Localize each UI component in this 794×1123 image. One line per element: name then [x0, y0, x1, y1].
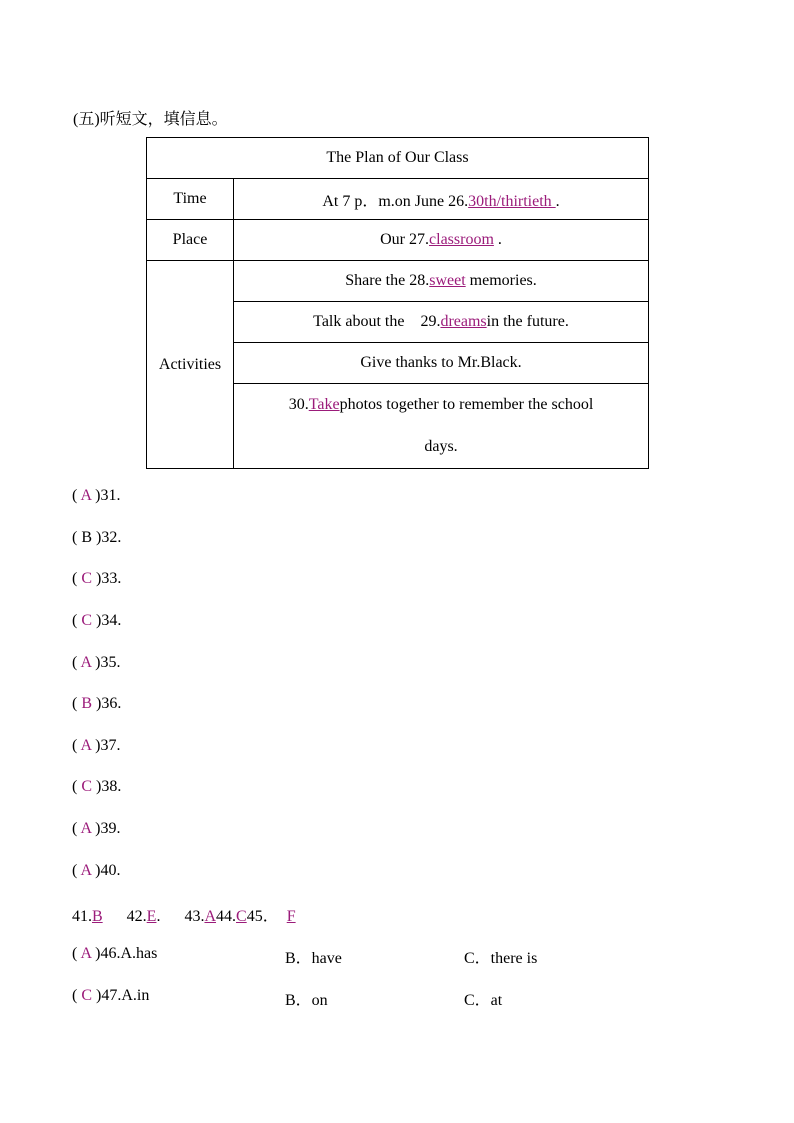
place-label: Place [147, 220, 234, 261]
place-cell [234, 220, 649, 261]
table-title: The Plan of Our Class [147, 138, 649, 179]
activity-4-line1: photos together to remember the school [339, 396, 594, 413]
time-text: At 7 p．m.on June 26. [322, 192, 469, 210]
answer-letter: A [80, 945, 92, 962]
question-31: ( A )31. [72, 487, 121, 504]
q42-number: 42. [126, 908, 147, 925]
question-number: 35. [100, 654, 121, 671]
question-33: ( C )33. [72, 570, 122, 587]
activity-1 [234, 261, 649, 302]
question-number: 38. [101, 778, 122, 795]
answer-letter: B [81, 529, 92, 546]
question-35: ( A )35. [72, 654, 121, 671]
question-38: ( C )38. [72, 778, 122, 795]
answer-letter: C [81, 612, 92, 629]
plan-table [146, 137, 649, 469]
q44-answer: C [236, 908, 247, 925]
question-number: 34. [101, 612, 122, 629]
answer-letter: C [81, 570, 92, 587]
q45-number: 45． [246, 908, 279, 925]
answer-letter: C [81, 778, 92, 795]
question-40: ( A )40. [72, 862, 121, 879]
activity-3: Give thanks to Mr.Black. [234, 343, 649, 384]
place-end: . [493, 231, 502, 248]
activity-1-text: Share the 28. [345, 272, 430, 289]
q44-number: 44. [216, 908, 237, 925]
time-cell [234, 179, 649, 220]
question-36: ( B )36. [72, 695, 122, 712]
answer-letter: B [81, 695, 92, 712]
answer-30th: 30th/thirtieth [468, 192, 556, 210]
question-number: 31. [100, 487, 121, 504]
time-end: . [555, 192, 560, 210]
question-47-option-b: B．on [285, 992, 328, 1009]
answer-letter: A [80, 487, 92, 504]
question-34: ( C )34. [72, 612, 122, 629]
question-number: 36. [101, 695, 122, 712]
question-46-option-c: C．there is [464, 950, 538, 967]
activities-label: Activities [147, 261, 234, 469]
question-37: ( A )37. [72, 737, 121, 754]
place-text: Our 27. [380, 231, 430, 248]
activity-4 [234, 384, 649, 469]
activity-2 [234, 302, 649, 343]
activity-4-text: 30. [288, 396, 309, 413]
question-47: ( C )47.A.in [72, 987, 150, 1004]
question-46-text: 46.A.has [100, 945, 158, 962]
answer-letter: A [80, 820, 92, 837]
fill-answers-41-45 [72, 903, 296, 926]
answer-dreams: dreams [440, 313, 487, 330]
q43-answer: A [204, 908, 217, 925]
question-47-option-c: C．at [464, 992, 503, 1009]
answer-letter: C [81, 987, 92, 1004]
activity-1-end: memories. [465, 272, 537, 289]
question-39: ( A )39. [72, 820, 121, 837]
q41-answer: B [92, 908, 103, 925]
question-number: 40. [100, 862, 121, 879]
section-heading: (五)听短文，填信息。 [73, 111, 228, 128]
answer-letter: A [80, 862, 92, 879]
question-number: 32. [101, 529, 122, 546]
question-number: 33. [101, 570, 122, 587]
activity-4-line2: days. [424, 438, 458, 455]
q45-answer: F [286, 908, 296, 925]
answer-sweet: sweet [429, 272, 466, 289]
question-47-text: 47.A.in [101, 987, 150, 1004]
q41-number: 41. [72, 908, 92, 925]
q42-answer: E [146, 908, 157, 925]
question-46-option-b: B．have [285, 950, 342, 967]
q43-number: 43. [184, 908, 205, 925]
question-number: 37. [100, 737, 121, 754]
answer-take: Take [308, 396, 340, 413]
question-number: 39. [100, 820, 121, 837]
question-46: ( A )46.A.has [72, 945, 158, 962]
answer-letter: A [80, 654, 92, 671]
answer-classroom: classroom [429, 231, 494, 248]
q42-period: . [156, 908, 161, 925]
question-32: ( B )32. [72, 529, 122, 546]
answer-letter: A [80, 737, 92, 754]
activity-2-text: Talk about the 29. [313, 313, 441, 330]
time-label: Time [147, 179, 234, 220]
activity-2-end: in the future. [486, 313, 569, 330]
